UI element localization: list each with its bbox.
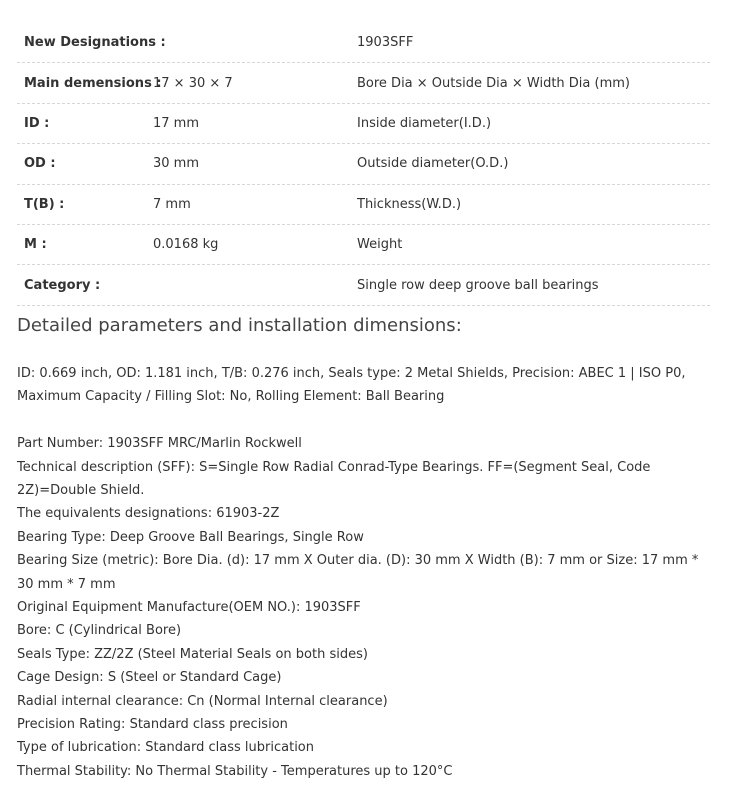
detail-line-radial-clearance: Radial internal clearance: Cn (Normal Internal clearance) (17, 693, 388, 709)
spec-row-thickness (17, 185, 710, 225)
spec-value: 0.0168 kg (153, 237, 219, 253)
spec-row-id (17, 104, 710, 144)
detail-line-cage-design: Cage Design: S (Steel or Standard Cage) (17, 670, 282, 686)
spec-desc: Thickness(W.D.) (357, 196, 462, 212)
spec-value: 30 mm (153, 156, 200, 172)
spec-row-new-designations (17, 23, 710, 63)
spec-key: T(B) : (24, 196, 65, 212)
spec-row-od (17, 144, 710, 184)
spec-row-main-dimensions (17, 63, 710, 103)
detail-line-part-number: Part Number: 1903SFF MRC/Marlin Rockwell (17, 436, 302, 452)
detail-line-equivalents: The equivalents designations: 61903-2Z (17, 506, 280, 522)
spec-value: 17 × 30 × 7 (153, 75, 233, 91)
section-title: Detailed parameters and installation dimensions: (17, 315, 462, 336)
detail-block (17, 362, 710, 783)
detail-line-seals-type: Seals Type: ZZ/2Z (Steel Material Seals on both sides) (17, 646, 368, 662)
spec-key: M : (24, 237, 47, 253)
detail-line-bearing-size: Bearing Size (metric): Bore Dia. (d): 17 mm X Outer dia. (D): 30 mm X Width (B): 7 mm or Size: 17 mm * 30 mm * 7 mm (17, 553, 699, 592)
detail-line-lubrication: Type of lubrication: Standard class lubrication (17, 740, 314, 756)
detail-line-technical-description: Technical description (SFF): S=Single Row Radial Conrad-Type Bearings. FF=(Segment Seal, Code 2Z)=Double Shield. (17, 459, 651, 499)
spec-key: New Designations : (24, 35, 166, 51)
spec-key: Category : (24, 277, 101, 293)
spec-desc: Single row deep groove ball bearings (357, 277, 599, 293)
detail-line-bearing-type: Bearing Type: Deep Groove Ball Bearings, Single Row (17, 529, 364, 545)
spec-table (17, 23, 710, 306)
spec-desc: Bore Dia × Outside Dia × Width Dia (mm) (357, 75, 630, 91)
spec-key: OD : (24, 156, 56, 172)
summary-paragraph: ID: 0.669 inch, OD: 1.181 inch, T/B: 0.276 inch, Seals type: 2 Metal Shields, Precision: ABEC 1 | ISO P0, Maximum Capacity / Filling Slot: No, Rolling Element: Ball Bearing (17, 366, 686, 405)
detail-line-thermal-stability: Thermal Stability: No Thermal Stability - Temperatures up to 120°C (17, 763, 453, 779)
spec-value: 7 mm (153, 196, 191, 212)
spec-row-mass (17, 225, 710, 265)
spec-desc: 1903SFF (357, 35, 414, 51)
spec-desc: Outside diameter(O.D.) (357, 156, 509, 172)
spec-desc: Weight (357, 237, 403, 253)
detail-line-bore: Bore: C (Cylindrical Bore) (17, 623, 182, 639)
detail-line-oem: Original Equipment Manufacture(OEM NO.): 1903SFF (17, 600, 361, 616)
spec-row-category (17, 265, 710, 305)
spec-key: ID : (24, 115, 50, 131)
spec-key: Main demensions : (24, 75, 162, 91)
spec-desc: Inside diameter(I.D.) (357, 115, 492, 131)
detail-line-precision-rating: Precision Rating: Standard class precision (17, 717, 288, 733)
spec-value: 17 mm (153, 115, 200, 131)
